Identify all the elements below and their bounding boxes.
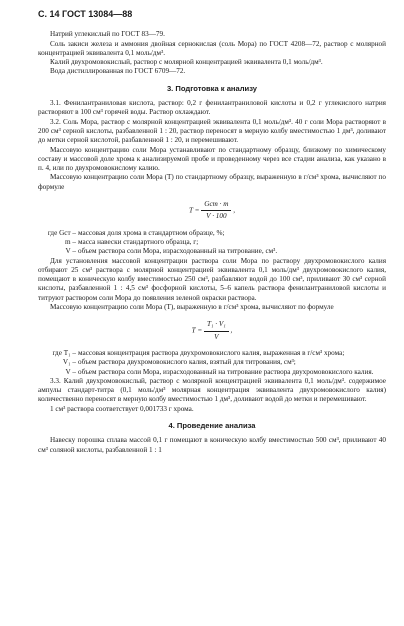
paragraph-3-2-e: Массовую концентрацию соли Мора (T), выраженную в г/см³ хрома, вычисляют по формуле bbox=[50, 303, 334, 312]
definition-symbol: V – bbox=[65, 247, 76, 256]
paragraph-3-2-d: Для установления массовой концентрации раствора соли Мора по раствору двухромовокислого калия отбирают 25 см³ раствора с молярной концентрацией эквивалента 0,1 моль/дм³ двухромовокислого калия, помещают в коническую колбу вместимостью 250 см³, разбавляют водой до 100 см³, приливают 30 см³ серной кислоты, разбавленной 1 : 4,5 см³ фосфорной кислоты, 5–6 капель раствора фенилантраниловой кислоты и титруют раствором соли Мора до появления зеленой окраски раствора. bbox=[38, 256, 386, 302]
paragraph-3-3: 3.3. Калий двухромовокислый, раствор с молярной концентрацией эквивалента 0,1 моль/дм³. содержимое ампулы стандарт-титра (0,1 моль/дм³ молярная концентрация эквивалента двухромовокислого калия) количественно переносят в мерную колбу вместимостью 1 дм³, доливают водой до метки и перемешивают. bbox=[38, 376, 386, 404]
paragraph-3-2-c: Массовую концентрацию соли Мора (T) по стандартному образцу, выраженную в г/см³ хрома, вычисляют по формуле bbox=[38, 173, 386, 191]
definition-symbol: V – bbox=[65, 367, 76, 376]
reagent-line: Калий двухромовокислый, раствор с молярной концентрацией эквивалента 0,1 моль/дм³. bbox=[50, 58, 323, 67]
definition-row bbox=[38, 229, 386, 238]
formula-2 bbox=[38, 320, 386, 342]
section-title: 3. Подготовка к анализу bbox=[166, 83, 258, 93]
definition-row bbox=[38, 358, 386, 367]
formula-tail: , bbox=[233, 206, 236, 215]
definition-text: массовая концентрация раствора двухромовокислого калия, выраженная в г/см³ хрома; bbox=[78, 348, 345, 357]
paragraph-3-1: 3.1. Фенилантраниловая кислота, раствор: 0,2 г фенилантраниловой кислоты и 0,2 г углекислого натрия растворяют в 100 см³ горячей воды. Раствор охлаждают. bbox=[38, 99, 386, 117]
definition-text: масса навески стандартного образца, г; bbox=[78, 237, 199, 246]
formula-lhs: T = bbox=[191, 326, 203, 335]
definition-symbol: где Gст – bbox=[47, 228, 76, 237]
reagent-line: Соль закиси железа и аммония двойная сернокислая (соль Мора) по ГОСТ 4208—72, раствор с молярной концентрацией эквивалента 0,1 моль/дм³. bbox=[38, 39, 386, 57]
formula-denominator: V · 100 bbox=[206, 212, 227, 221]
definition-text: массовая доля хрома в стандартном образце, %; bbox=[78, 228, 225, 237]
paragraph-4: Навеску порошка сплава массой 0,1 г помещают в коническую колбу вместимостью 500 см³, приливают 40 см³ соляной кислоты, разбавленной 1 : 1 bbox=[38, 436, 386, 454]
formula-denominator: V bbox=[214, 332, 219, 341]
definition-row bbox=[38, 349, 386, 358]
formula-tail: , bbox=[230, 326, 233, 335]
definition-row bbox=[38, 368, 386, 377]
formula-lhs: T = bbox=[188, 206, 200, 215]
formula-1 bbox=[38, 200, 386, 222]
definition-text: объем раствора двухромовокислого калия, взятый для титрования, см³; bbox=[78, 358, 296, 367]
definition-symbol: m – bbox=[65, 237, 76, 246]
definition-row bbox=[38, 247, 386, 256]
definition-text: объем раствора соли Мора, израсходованный на титрование, см³. bbox=[78, 247, 278, 256]
paragraph-3-2-b: Массовую концентрацию соли Мора устанавливают по стандартному образцу, близкому по химическому составу и массовой доле хрома к анализируемой пробе и проведенному через все стадии анализа, как указано в п. 4, или по двухромовокислому калию. bbox=[38, 145, 386, 173]
paragraph-3-3-b: 1 см³ раствора соответствует 0,001733 г хрома. bbox=[50, 404, 194, 413]
reagent-line: Вода дистиллированная по ГОСТ 6709—72. bbox=[50, 67, 186, 76]
paragraph-3-2: 3.2. Соль Мора, раствор с молярной концентрацией эквивалента 0,1 моль/дм³. 40 г соли Мора растворяют в 200 см³ серной кислоты, разбавленной 1 : 20, раствор переносят в мерную колбу вместимостью 1 дм³, доливают до метки серной кислотой, разбавленной 1 : 20, и перемешивают. bbox=[38, 117, 386, 145]
definition-symbol: где T₁ – bbox=[52, 348, 76, 357]
formula-fraction bbox=[204, 320, 229, 342]
section-title: 4. Проведение анализа bbox=[168, 420, 256, 430]
definition-symbol: V₁ – bbox=[62, 358, 76, 367]
reagent-line: Натрий углекислый по ГОСТ 83—79. bbox=[50, 30, 165, 39]
formula-numerator: T₁ · V₁ bbox=[204, 320, 229, 331]
page-header: С. 14 ГОСТ 13084—88 bbox=[38, 9, 133, 19]
definition-text: объем раствора соли Мора, израсходованный на титрование раствора двухромовокислого калия. bbox=[78, 367, 374, 376]
formula-numerator: Gст · m bbox=[201, 200, 231, 211]
formula-fraction bbox=[201, 200, 231, 222]
definition-row bbox=[38, 238, 386, 247]
